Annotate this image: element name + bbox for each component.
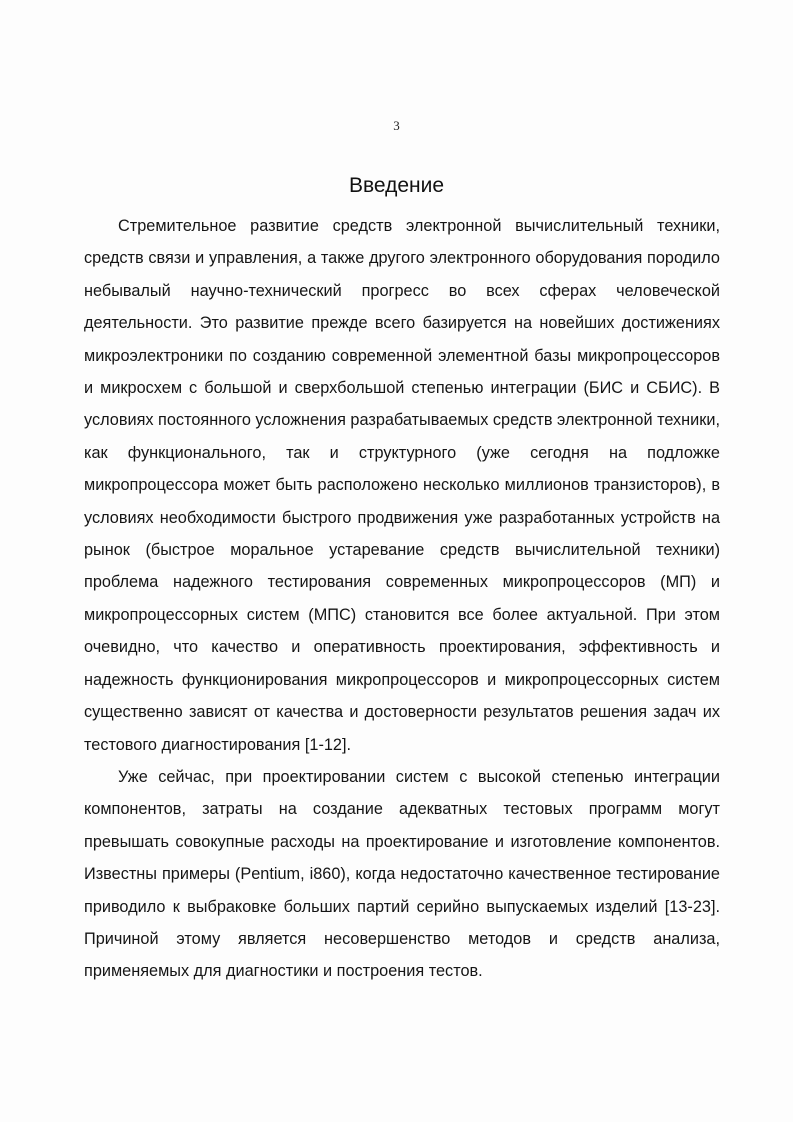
page-number: 3 (393, 118, 400, 133)
paragraph: Стремительное развитие средств электронной вычислительный техники, средств связи и управления, а также другого электронного оборудования породило небывалый научно-технический прогресс во всех сферах человеческой деятельности. Это развитие прежде всего базируется на новейших достижениях микроэлектроники по созданию современной элементной базы микропроцессоров и микросхем с большой и сверхбольшой степенью интеграции (БИС и СБИС). В условиях постоянного усложнения разрабатываемых средств электронной техники, как функционального, так и структурного (уже сегодня на подложке микропроцессора может быть расположено несколько миллионов транзисторов), в условиях необходимости быстрого продвижения уже разработанных устройств на рынок (быстрое моральное устаревание средств вычислительной техники) проблема надежного тестирования современных микропроцессоров (МП) и микропроцессорных систем (МПС) становится все более актуальной. При этом очевидно, что качество и оперативность проектирования, эффективность и надежность функционирования микропроцессоров и микропроцессорных систем существенно зависят от качества и достоверности результатов решения задач их тестового диагностирования [1-12]. (84, 217, 721, 754)
body-text (84, 210, 720, 988)
paragraph: Уже сейчас, при проектировании систем с высокой степенью интеграции компонентов, затраты на создание адекватных тестовых программ могут превышать совокупные расходы на проектирование и изготовление компонентов. Известны примеры (Pentium, i860), когда недостаточно качественное тестирование приводило к выбраковке больших партий серийно выпускаемых изделий [13-23]. Причиной этому является несовершенство методов и средств анализа, применяемых для диагностики и построения тестов. (84, 767, 720, 981)
section-title: Введение (348, 174, 445, 197)
